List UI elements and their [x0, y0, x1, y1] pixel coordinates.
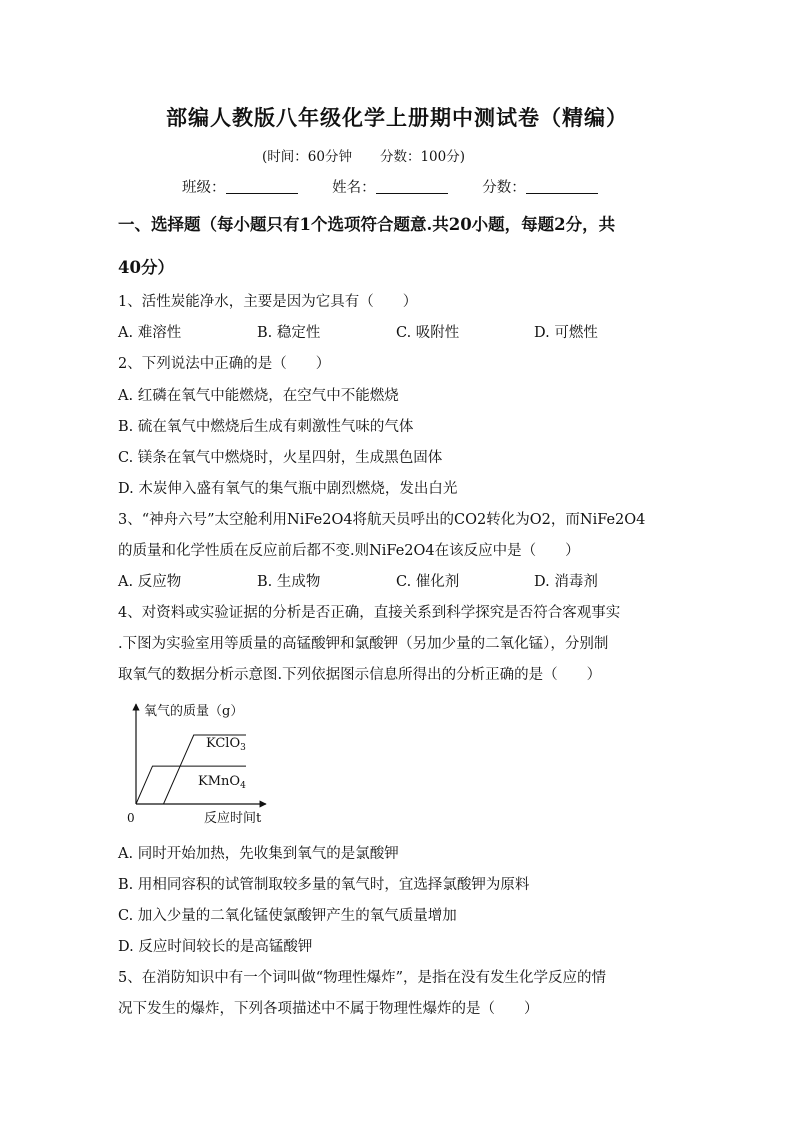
student-info-row — [182, 176, 628, 197]
question-4-stem-line1: 4、对资料或实验证据的分析是否正确，直接关系到科学探究是否符合客观事实 — [118, 605, 621, 621]
question-3-stem-line2: 的质量和化学性质在反应前后都不变.则NiFe2O4在该反应中是（ ） — [118, 543, 580, 559]
q3-option-d[interactable]: D. 消毒剂 — [534, 574, 598, 590]
q2-option-b[interactable]: B. 硫在氧气中燃烧后生成有刺激性气味的气体 — [118, 419, 414, 435]
question-5-stem-line1: 5、在消防知识中有一个词叫做“物理性爆炸”，是指在没有发生化学反应的情 — [118, 970, 607, 986]
q4-option-a[interactable]: A. 同时开始加热，先收集到氧气的是氯酸钾 — [118, 846, 399, 862]
y-axis-label: 氧气的质量（g） — [144, 704, 244, 719]
score-blank[interactable] — [526, 179, 598, 194]
q4-option-d[interactable]: D. 反应时间较长的是高锰酸钾 — [118, 939, 313, 955]
question-4-stem-line2: .下图为实验室用等质量的高锰酸钾和氯酸钾（另加少量的二氧化锰），分别制 — [118, 636, 609, 652]
q2-option-c[interactable]: C. 镁条在氧气中燃烧时，火星四射，生成黑色固体 — [118, 450, 443, 466]
q2-option-a[interactable]: A. 红磷在氧气中能燃烧，在空气中不能燃烧 — [118, 388, 399, 404]
q1-option-b[interactable]: B. 稳定性 — [257, 325, 321, 341]
q2-option-d[interactable]: D. 木炭伸入盛有氧气的集气瓶中剧烈燃烧，发出白光 — [118, 481, 458, 497]
exam-total-score: 分数：100分) — [379, 149, 465, 165]
oxygen-mass-chart — [118, 696, 278, 832]
exam-meta — [262, 145, 493, 165]
name-blank[interactable] — [376, 179, 448, 194]
origin-label: 0 — [127, 811, 135, 825]
class-blank[interactable] — [226, 179, 298, 194]
question-5-stem-line2: 况下发生的爆炸，下列各项描述中不属于物理性爆炸的是（ ） — [118, 1001, 539, 1017]
q4-option-c[interactable]: C. 加入少量的二氧化锰使氯酸钾产生的氧气质量增加 — [118, 908, 457, 924]
q3-option-b[interactable]: B. 生成物 — [257, 574, 321, 590]
name-label: 姓名： — [332, 180, 376, 196]
score-label: 分数： — [482, 180, 526, 196]
q3-option-a[interactable]: A. 反应物 — [118, 574, 182, 590]
question-4-stem-line3: 取氧气的数据分析示意图.下列依据图示信息所得出的分析正确的是（ ） — [118, 667, 602, 683]
section-heading-line2: 40分） — [118, 258, 174, 277]
question-2-stem: 2、下列说法中正确的是（ ） — [118, 356, 331, 372]
q3-option-c[interactable]: C. 催化剂 — [396, 574, 460, 590]
exam-time: (时间：60分钟 — [262, 149, 352, 165]
series-label-kclo3: KClO$_3$ — [206, 736, 246, 753]
page-title: 部编人教版八年级化学上册期中测试卷（精编） — [166, 105, 628, 130]
class-label: 班级： — [182, 180, 226, 196]
x-axis-label: 反应时间t — [204, 811, 262, 826]
section-heading-line1: 一、选择题（每小题只有1个选项符合题意.共20小题，每题2分，共 — [118, 215, 616, 234]
series-label-kmno4: KMnO$_4$ — [198, 774, 246, 791]
q1-option-d[interactable]: D. 可燃性 — [534, 325, 598, 341]
q4-option-b[interactable]: B. 用相同容积的试管制取较多量的氧气时，宜选择氯酸钾为原料 — [118, 877, 530, 893]
q1-option-c[interactable]: C. 吸附性 — [396, 325, 460, 341]
q1-option-a[interactable]: A. 难溶性 — [118, 325, 182, 341]
question-3-stem-line1: 3、“神舟六号”太空舱利用NiFe2O4将航天员呼出的CO2转化为O2，而NiFe2O4 — [118, 512, 646, 528]
question-1-stem: 1、活性炭能净水，主要是因为它具有（ ） — [118, 294, 418, 310]
